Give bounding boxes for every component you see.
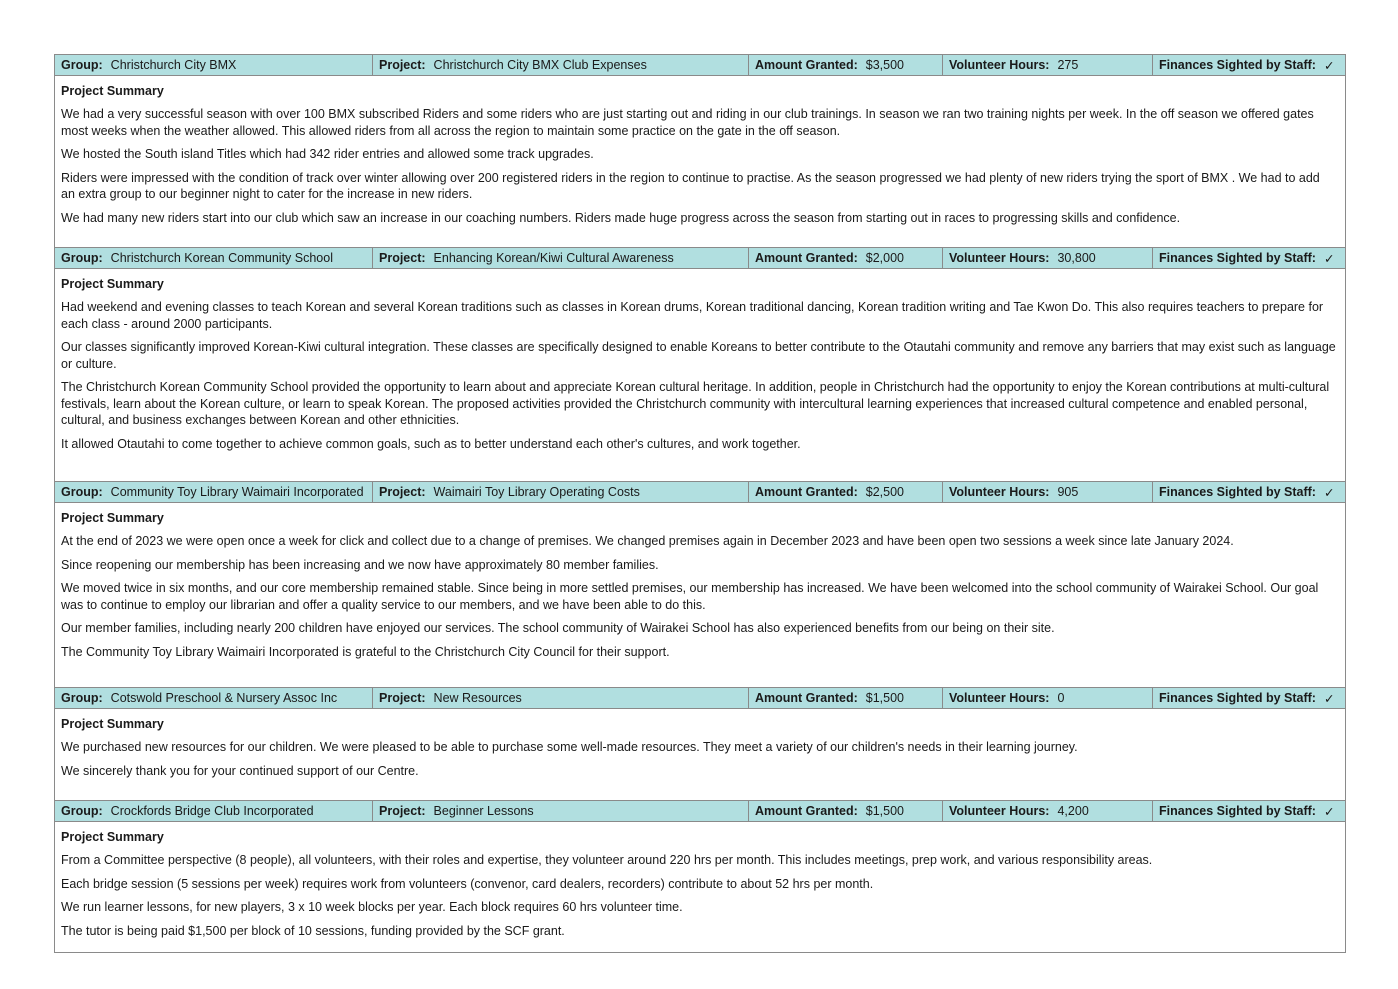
amount-value: $2,500 bbox=[865, 485, 905, 499]
group-cell bbox=[55, 688, 373, 708]
summary-paragraph: We run learner lessons, for new players, 3 x 10 week blocks per year. Each block requires 60 hrs volunteer time. bbox=[61, 900, 683, 914]
group-cell bbox=[55, 482, 373, 502]
project-summary-heading: Project Summary bbox=[61, 84, 164, 98]
project-cell bbox=[373, 482, 749, 502]
summary-paragraph: It allowed Otautahi to come together to achieve common goals, such as to better understand each other's cultures, and work together. bbox=[61, 436, 801, 451]
finances-label: Finances Sighted by Staff: bbox=[1159, 251, 1316, 265]
summary-paragraph: We moved twice in six months, and our core membership remained stable. Since being in more settled premises, our membership has increased. We have been welcomed into the school community of Wairakei School. Our goal was to continue to employ our librarian and offer a quality service to our members, and we have been able to do this. bbox=[61, 581, 1319, 612]
group-label: Group: bbox=[61, 251, 103, 265]
project-summary-section bbox=[55, 709, 1345, 800]
volunteer-hours-cell bbox=[943, 55, 1153, 75]
amount-granted-cell bbox=[749, 482, 943, 502]
hours-label: Volunteer Hours: bbox=[949, 804, 1050, 818]
summary-paragraph: We purchased new resources for our children. We were pleased to be able to purchase some well-made resources. They meet a variety of our children's needs in their learning journey. bbox=[61, 740, 1078, 754]
summary-paragraph: The tutor is being paid $1,500 per block of 10 sessions, funding provided by the SCF grant. bbox=[61, 923, 565, 938]
amount-granted-cell bbox=[749, 248, 943, 268]
group-value: Community Toy Library Waimairi Incorporated bbox=[110, 485, 364, 499]
amount-label: Amount Granted: bbox=[755, 251, 858, 265]
amount-granted-cell bbox=[749, 801, 943, 821]
summary-paragraph: At the end of 2023 we were open once a week for click and collect due to a change of premises. We changed premises again in December 2023 and have been open two sessions a week since late January 2024. bbox=[61, 534, 1234, 548]
hours-value: 30,800 bbox=[1057, 251, 1096, 265]
checkmark-icon: ✓ bbox=[1323, 485, 1335, 500]
volunteer-hours-cell bbox=[943, 248, 1153, 268]
project-summary-section bbox=[55, 822, 1345, 952]
grant-record bbox=[54, 248, 1346, 482]
grant-record bbox=[54, 482, 1346, 688]
summary-paragraph: From a Committee perspective (8 people), all volunteers, with their roles and expertise, they volunteer around 220 hrs per month. This includes meetings, prep work, and various responsibility areas. bbox=[61, 853, 1153, 867]
group-value: Christchurch City BMX bbox=[110, 58, 237, 72]
project-label: Project: bbox=[379, 691, 426, 705]
hours-label: Volunteer Hours: bbox=[949, 251, 1050, 265]
amount-granted-cell bbox=[749, 55, 943, 75]
record-header-row bbox=[55, 248, 1345, 269]
summary-paragraph: We sincerely thank you for your continued support of our Centre. bbox=[61, 763, 419, 778]
finances-label: Finances Sighted by Staff: bbox=[1159, 58, 1316, 72]
amount-value: $1,500 bbox=[865, 691, 905, 705]
record-header-row bbox=[55, 688, 1345, 709]
project-summary-section bbox=[55, 76, 1345, 247]
group-label: Group: bbox=[61, 691, 103, 705]
project-summary-heading: Project Summary bbox=[61, 717, 164, 731]
grant-report bbox=[54, 54, 1346, 953]
volunteer-hours-cell bbox=[943, 801, 1153, 821]
project-value: New Resources bbox=[433, 691, 522, 705]
project-summary-heading: Project Summary bbox=[61, 830, 164, 844]
summary-paragraph: The Community Toy Library Waimairi Incorporated is grateful to the Christchurch City Council for their support. bbox=[61, 644, 670, 659]
record-header-row bbox=[55, 801, 1345, 822]
hours-label: Volunteer Hours: bbox=[949, 485, 1050, 499]
project-label: Project: bbox=[379, 485, 426, 499]
group-cell bbox=[55, 248, 373, 268]
group-value: Christchurch Korean Community School bbox=[110, 251, 333, 265]
summary-paragraph: Since reopening our membership has been increasing and we now have approximately 80 member families. bbox=[61, 557, 659, 572]
project-summary-section bbox=[55, 269, 1345, 481]
amount-value: $3,500 bbox=[865, 58, 905, 72]
amount-label: Amount Granted: bbox=[755, 485, 858, 499]
summary-paragraph: We had a very successful season with over 100 BMX subscribed Riders and some riders who are just starting out and riding in our club trainings. In season we ran two training nights per week. In the off season we offered gates most weeks when the weather allowed. This allowed riders from all across the region to maintain some practice on the gate in the off season. bbox=[61, 107, 1314, 138]
hours-value: 905 bbox=[1057, 485, 1079, 499]
grant-record bbox=[54, 54, 1346, 248]
hours-value: 0 bbox=[1057, 691, 1065, 705]
group-label: Group: bbox=[61, 804, 103, 818]
project-summary-heading: Project Summary bbox=[61, 277, 164, 291]
checkmark-icon: ✓ bbox=[1323, 58, 1335, 73]
project-value: Enhancing Korean/Kiwi Cultural Awareness bbox=[433, 251, 674, 265]
summary-paragraph: Had weekend and evening classes to teach Korean and several Korean traditions such as classes in Korean drums, Korean traditional dancing, Korean tradition writing and Tae Kwon Do. This also requires teachers to prepare for each class - around 2000 participants. bbox=[61, 300, 1324, 331]
grant-record bbox=[54, 801, 1346, 953]
hours-label: Volunteer Hours: bbox=[949, 691, 1050, 705]
project-value: Christchurch City BMX Club Expenses bbox=[433, 58, 647, 72]
project-label: Project: bbox=[379, 58, 426, 72]
summary-paragraph: Riders were impressed with the condition of track over winter allowing over 200 registered riders in the region to continue to practise. As the season progressed we had plenty of new riders trying the sport of BMX . We had to add an extra group to our beginner night to cater for the increase in new riders. bbox=[61, 170, 1320, 201]
finances-label: Finances Sighted by Staff: bbox=[1159, 485, 1316, 499]
record-header-row bbox=[55, 482, 1345, 503]
project-summary-section bbox=[55, 503, 1345, 687]
hours-value: 4,200 bbox=[1057, 804, 1089, 818]
summary-paragraph: The Christchurch Korean Community School provided the opportunity to learn about and appreciate Korean cultural heritage. In addition, people in Christchurch had the opportunity to enjoy the Korean contributions at multi-cultural festivals, learn about the Korean culture, or learn to speak Korean. The proposed activities provided the Christchurch community with intercultural learning experiences that increased cultural competence and enabled personal, cultural, and business exchanges between Korean and other ethnicities. bbox=[61, 380, 1330, 427]
project-cell bbox=[373, 688, 749, 708]
summary-paragraph: Our member families, including nearly 200 children have enjoyed our services. The school community of Wairakei School has also experienced benefits from our being on their site. bbox=[61, 621, 1055, 635]
finances-sighted-cell bbox=[1153, 482, 1345, 502]
summary-paragraph: We had many new riders start into our club which saw an increase in our coaching numbers. Riders made huge progress across the season from starting out in races to progressing skills and confidence. bbox=[61, 210, 1181, 225]
checkmark-icon: ✓ bbox=[1323, 691, 1335, 706]
group-value: Crockfords Bridge Club Incorporated bbox=[110, 804, 314, 818]
project-cell bbox=[373, 55, 749, 75]
project-label: Project: bbox=[379, 804, 426, 818]
volunteer-hours-cell bbox=[943, 482, 1153, 502]
summary-paragraph: Each bridge session (5 sessions per week) requires work from volunteers (convenor, card dealers, recorders) contribute to about 52 hrs per month. bbox=[61, 876, 874, 891]
amount-value: $1,500 bbox=[865, 804, 905, 818]
amount-label: Amount Granted: bbox=[755, 691, 858, 705]
project-value: Waimairi Toy Library Operating Costs bbox=[433, 485, 640, 499]
summary-paragraph: Our classes significantly improved Korean-Kiwi cultural integration. These classes are specifically designed to enable Koreans to better contribute to the Otautahi community and remove any barriers that may exist such as language or culture. bbox=[61, 340, 1336, 371]
project-value: Beginner Lessons bbox=[433, 804, 534, 818]
volunteer-hours-cell bbox=[943, 688, 1153, 708]
finances-sighted-cell bbox=[1153, 688, 1345, 708]
amount-label: Amount Granted: bbox=[755, 804, 858, 818]
group-label: Group: bbox=[61, 485, 103, 499]
finances-sighted-cell bbox=[1153, 55, 1345, 75]
summary-paragraph: We hosted the South island Titles which had 342 rider entries and allowed some track upgrades. bbox=[61, 147, 594, 161]
amount-value: $2,000 bbox=[865, 251, 905, 265]
group-cell bbox=[55, 801, 373, 821]
hours-value: 275 bbox=[1057, 58, 1079, 72]
finances-sighted-cell bbox=[1153, 801, 1345, 821]
group-value: Cotswold Preschool & Nursery Assoc Inc bbox=[110, 691, 338, 705]
finances-label: Finances Sighted by Staff: bbox=[1159, 691, 1316, 705]
finances-label: Finances Sighted by Staff: bbox=[1159, 804, 1316, 818]
group-cell bbox=[55, 55, 373, 75]
project-cell bbox=[373, 248, 749, 268]
group-label: Group: bbox=[61, 58, 103, 72]
amount-label: Amount Granted: bbox=[755, 58, 858, 72]
hours-label: Volunteer Hours: bbox=[949, 58, 1050, 72]
checkmark-icon: ✓ bbox=[1323, 251, 1335, 266]
project-summary-heading: Project Summary bbox=[61, 511, 164, 525]
finances-sighted-cell bbox=[1153, 248, 1345, 268]
project-label: Project: bbox=[379, 251, 426, 265]
project-cell bbox=[373, 801, 749, 821]
checkmark-icon: ✓ bbox=[1323, 804, 1335, 819]
amount-granted-cell bbox=[749, 688, 943, 708]
record-header-row bbox=[55, 55, 1345, 76]
grant-record bbox=[54, 688, 1346, 801]
